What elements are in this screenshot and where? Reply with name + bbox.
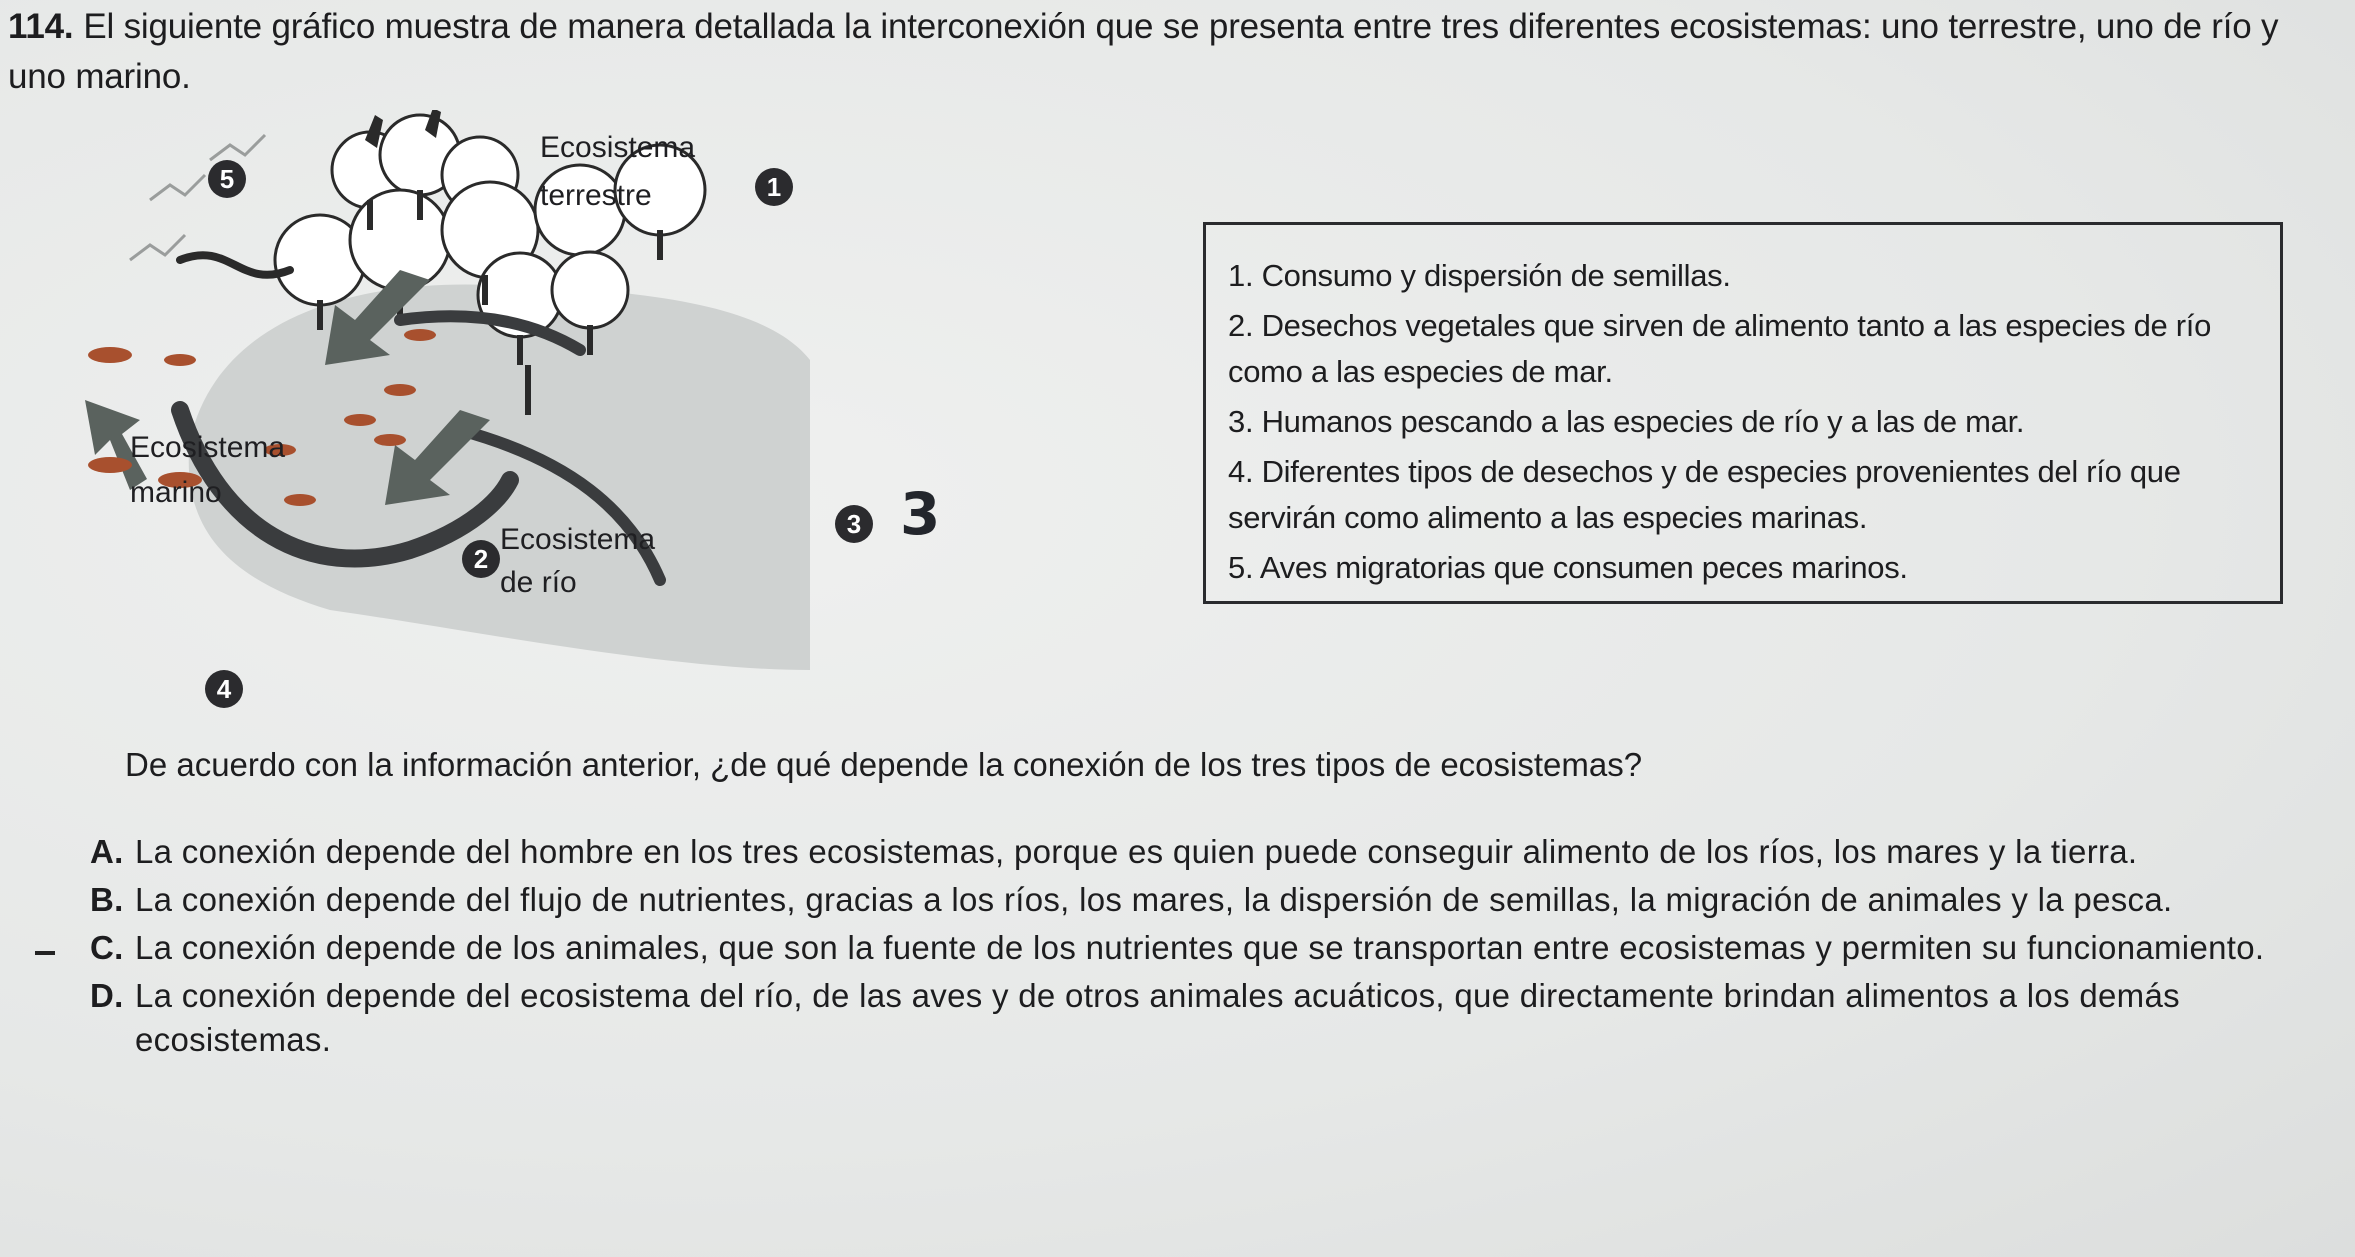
fisher-figure: [525, 365, 531, 415]
label-terrestrial-line2: terrestre: [540, 179, 652, 212]
badge-1: 1: [755, 168, 793, 206]
badge-3: 3: [835, 505, 873, 543]
legend-item-1: 1. Consumo y dispersión de semillas.: [1228, 258, 1731, 293]
badge-4: 4: [205, 670, 243, 708]
ecosystem-diagram: [70, 110, 1180, 760]
option-d[interactable]: [90, 974, 2340, 1062]
option-d-letter: D.: [90, 977, 124, 1014]
option-c[interactable]: [90, 926, 2340, 970]
badge-2: 2: [462, 540, 500, 578]
legend-item-4: 4. Diferentes tipos de desechos y de especies provenientes del río que servirán como alimento a las especies marinas.: [1228, 454, 2181, 535]
option-b[interactable]: [90, 878, 2340, 922]
option-d-text: La conexión depende del ecosistema del río, de las aves y de otros animales acuáticos, que directamente brindan alimentos a los demás ecosistemas.: [135, 977, 2180, 1058]
legend-box: [1203, 222, 2283, 604]
option-a[interactable]: [90, 830, 2340, 874]
land-shape: [189, 284, 810, 670]
option-c-letter: C.: [90, 929, 124, 966]
question-prompt: De acuerdo con la información anterior, ¿de qué depende la conexión de los tres tipos de ecosistemas?: [125, 746, 1643, 783]
label-terrestrial-line1: Ecosistema: [540, 131, 696, 164]
label-marine-line1: Ecosistema: [130, 431, 286, 464]
pencil-mark: [35, 951, 55, 955]
label-river-line1: Ecosistema: [500, 523, 656, 556]
option-b-text: La conexión depende del flujo de nutrientes, gracias a los ríos, los mares, la dispersión de semillas, la migración de animales y la pesca.: [135, 881, 2173, 918]
option-b-letter: B.: [90, 881, 124, 918]
label-marine-line2: marino: [130, 476, 222, 509]
option-a-letter: A.: [90, 833, 124, 870]
option-a-text: La conexión depende del hombre en los tres ecosistemas, porque es quien puede conseguir alimento de los ríos, los mares y la tierra.: [135, 833, 2138, 870]
badge-5: 5: [208, 160, 246, 198]
label-river-line2: de río: [500, 566, 577, 599]
question-statement: [8, 2, 2338, 102]
handwritten-three: 3: [900, 480, 941, 548]
flying-birds: [130, 135, 265, 260]
legend-item-2: 2. Desechos vegetales que sirven de alimento tanto a las especies de río como a las especies de mar.: [1228, 308, 2212, 389]
answer-options: [90, 830, 2340, 1066]
question-number: 114.: [8, 7, 74, 46]
legend-item-3: 3. Humanos pescando a las especies de río y a las de mar.: [1228, 404, 2025, 439]
marine-wave: [180, 255, 290, 275]
legend-item-5: 5. Aves migratorias que consumen peces marinos.: [1228, 550, 1908, 585]
option-c-text: La conexión depende de los animales, que son la fuente de los nutrientes que se transportan entre ecosistemas y permiten su funcionamiento.: [135, 929, 2265, 966]
question-text: El siguiente gráfico muestra de manera detallada la interconexión que se presenta entre tres diferentes ecosistemas: uno terrestre, uno de río y uno marino.: [8, 7, 2279, 96]
